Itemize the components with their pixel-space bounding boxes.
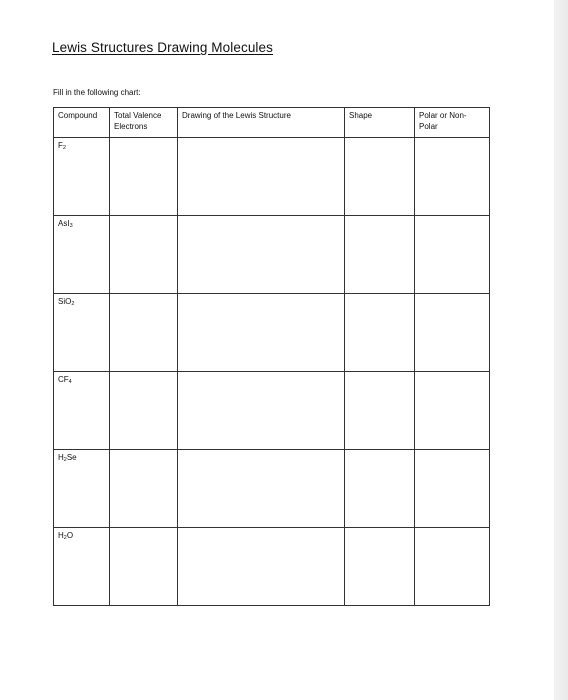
- valence-electrons-cell[interactable]: [110, 216, 178, 294]
- table-row: [54, 450, 490, 528]
- valence-electrons-cell[interactable]: [110, 294, 178, 372]
- worksheet-title: Lewis Structures Drawing Molecules: [52, 40, 273, 55]
- shape-cell[interactable]: [345, 138, 415, 216]
- table-row: [54, 294, 490, 372]
- shape-cell[interactable]: [345, 450, 415, 528]
- header-polarity: Polar or Non-Polar: [415, 108, 490, 138]
- lewis-drawing-cell[interactable]: [178, 294, 345, 372]
- header-row: [54, 108, 490, 138]
- polarity-cell[interactable]: [415, 294, 490, 372]
- table-row: [54, 138, 490, 216]
- polarity-cell[interactable]: [415, 216, 490, 294]
- compound-cell: $F_2$: [54, 138, 110, 216]
- polarity-cell[interactable]: [415, 528, 490, 606]
- lewis-drawing-cell[interactable]: [178, 138, 345, 216]
- valence-electrons-cell[interactable]: [110, 450, 178, 528]
- compound-cell: $H_2O$: [54, 528, 110, 606]
- header-total-valence-electrons: Total Valence Electrons: [110, 108, 178, 138]
- polarity-cell[interactable]: [415, 450, 490, 528]
- valence-electrons-cell[interactable]: [110, 372, 178, 450]
- header-lewis-drawing: Drawing of the Lewis Structure: [178, 108, 345, 138]
- polarity-cell[interactable]: [415, 372, 490, 450]
- lewis-drawing-cell[interactable]: [178, 528, 345, 606]
- lewis-drawing-cell[interactable]: [178, 450, 345, 528]
- lewis-drawing-cell[interactable]: [178, 216, 345, 294]
- valence-electrons-cell[interactable]: [110, 138, 178, 216]
- compound-cell: $CF_4$: [54, 372, 110, 450]
- compound-cell: $H_2Se$: [54, 450, 110, 528]
- table-row: [54, 216, 490, 294]
- header-shape: Shape: [345, 108, 415, 138]
- compound-cell: SiO$_2$: [54, 294, 110, 372]
- polarity-cell[interactable]: [415, 138, 490, 216]
- header-compound: Compound: [54, 108, 110, 138]
- lewis-drawing-cell[interactable]: [178, 372, 345, 450]
- shape-cell[interactable]: [345, 294, 415, 372]
- valence-electrons-cell[interactable]: [110, 528, 178, 606]
- compound-cell: AsI$_3$: [54, 216, 110, 294]
- instruction-text: Fill in the following chart:: [53, 88, 141, 97]
- page-edge-shade: [554, 0, 568, 700]
- shape-cell[interactable]: [345, 216, 415, 294]
- table-row: [54, 372, 490, 450]
- shape-cell[interactable]: [345, 528, 415, 606]
- shape-cell[interactable]: [345, 372, 415, 450]
- table-row: [54, 528, 490, 606]
- lewis-structure-chart: [53, 107, 490, 606]
